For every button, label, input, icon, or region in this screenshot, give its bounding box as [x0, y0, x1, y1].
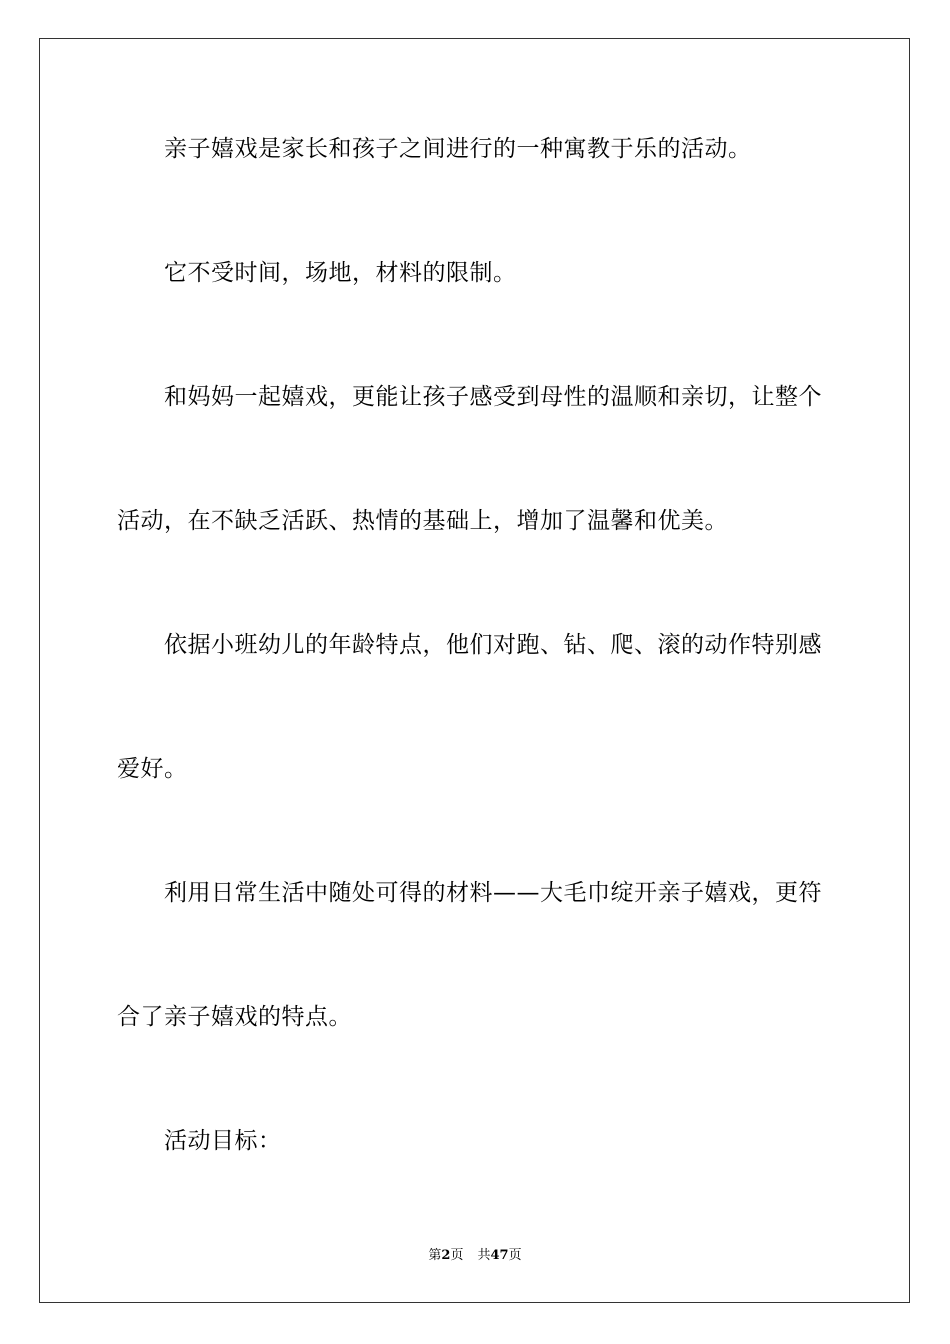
paragraph-line-8: 合了亲子嬉戏的特点。	[117, 1004, 352, 1030]
paragraph-line-2: 它不受时间，场地，材料的限制。	[164, 260, 517, 286]
paragraph-line-7: 利用日常生活中随处可得的材料——大毛巾绽开亲子嬉戏，更符	[164, 880, 822, 906]
page-prefix: 第	[428, 1248, 442, 1263]
page-footer	[0, 1247, 950, 1265]
page-border	[39, 38, 910, 1303]
total-suffix: 页	[508, 1248, 522, 1263]
total-prefix: 共	[477, 1248, 491, 1263]
paragraph-line-1: 亲子嬉戏是家长和孩子之间进行的一种寓教于乐的活动。	[164, 136, 752, 162]
page-suffix: 页	[450, 1248, 464, 1263]
paragraph-line-3: 和妈妈一起嬉戏，更能让孩子感受到母性的温顺和亲切，让整个	[164, 384, 822, 410]
page-number: 2	[441, 1248, 451, 1263]
paragraph-line-6: 爱好。	[117, 756, 188, 782]
total-pages: 47	[490, 1248, 509, 1263]
section-heading: 活动目标：	[164, 1128, 282, 1154]
paragraph-line-4: 活动，在不缺乏活跃、热情的基础上，增加了温馨和优美。	[117, 508, 728, 534]
paragraph-line-5: 依据小班幼儿的年龄特点，他们对跑、钻、爬、滚的动作特别感	[164, 632, 822, 658]
